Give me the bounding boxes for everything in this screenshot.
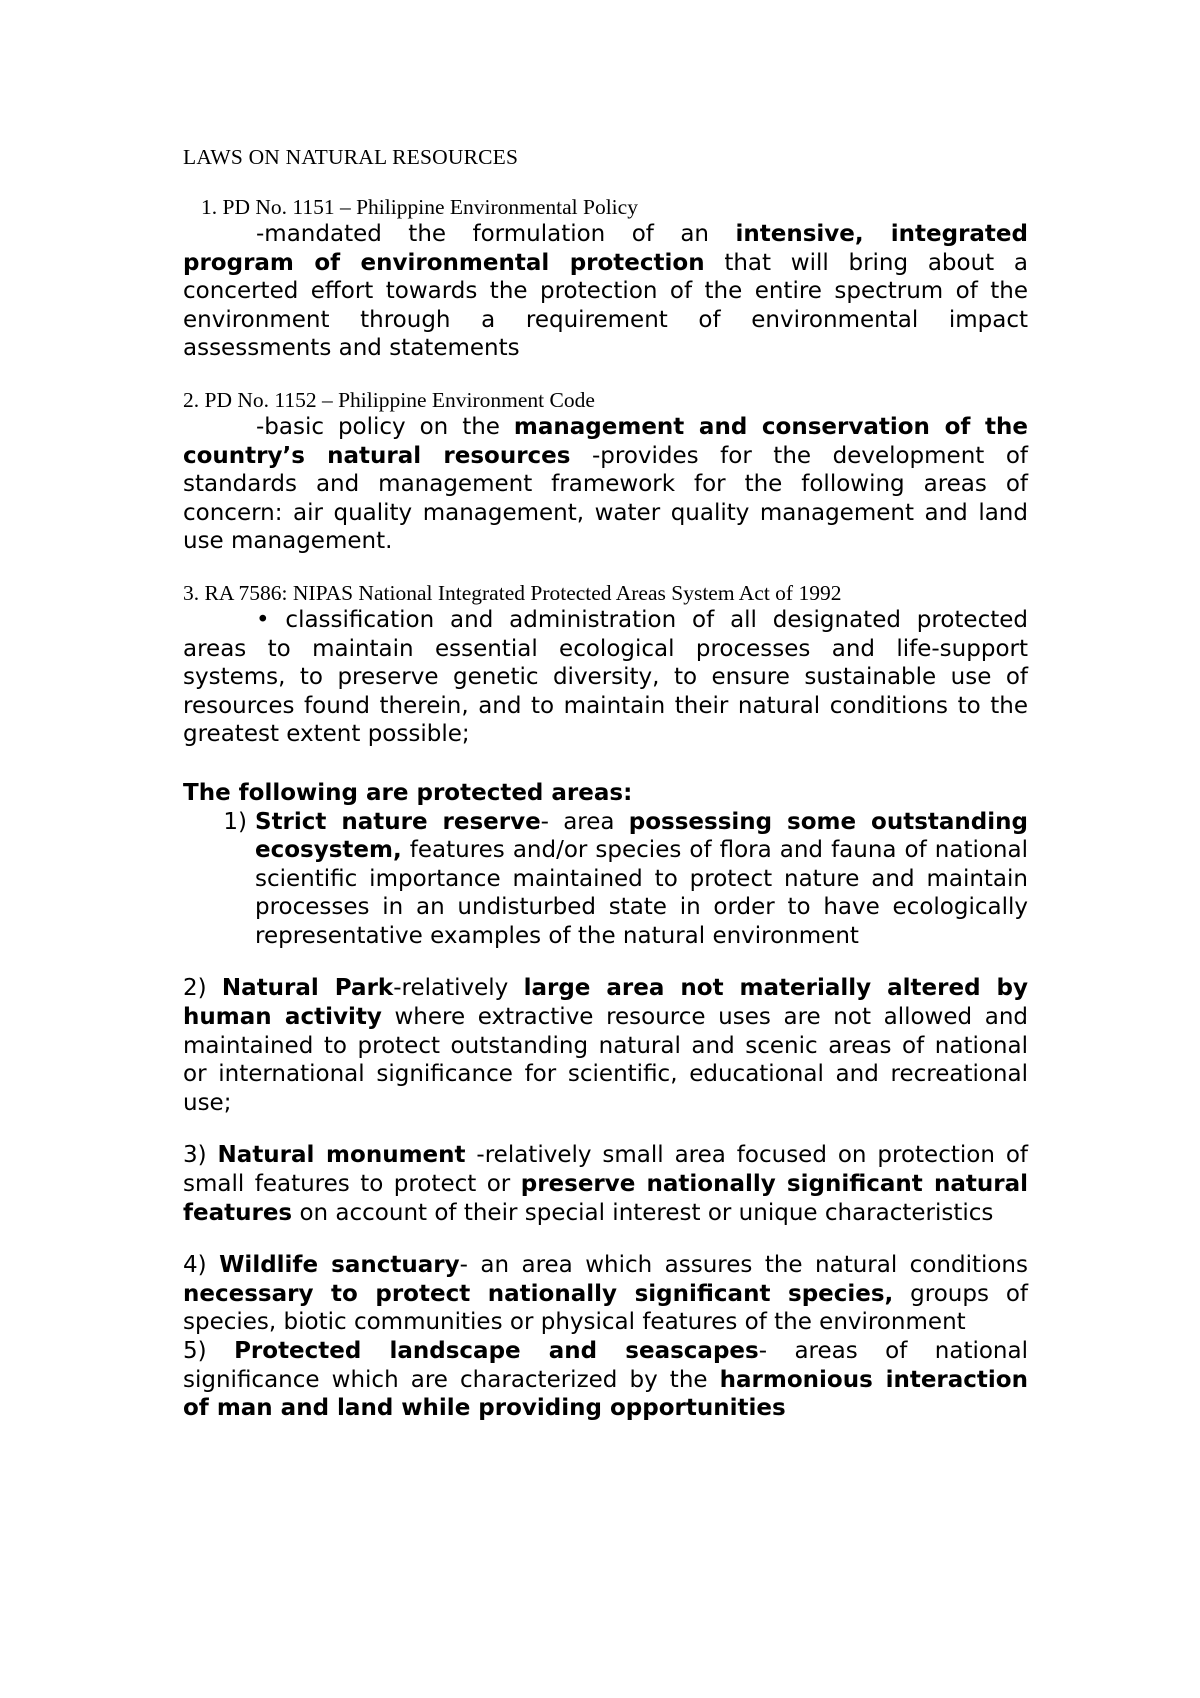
law-2-description — [183, 413, 1028, 556]
protected-areas-title: The following are protected areas: — [183, 779, 633, 806]
law-1-heading: 1. PD No. 1151 – Philippine Environmental Policy — [201, 195, 638, 219]
law-1-text-b: that will bring about a concerted effort towards the protection of the entire spectrum of the environment through a requirement of environmental impact assessments and statements — [183, 249, 1029, 362]
protected-area-item-1 — [183, 808, 1028, 951]
item-3-bold-a: Natural monument — [217, 1142, 466, 1169]
item-1-text-a: - area — [540, 808, 629, 835]
law-2-heading: 2. PD No. 1152 – Philippine Environment Code — [183, 387, 595, 412]
law-3-text-a: classification and administration of all designated protected areas to maintain essential ecological processes and life-support systems, to preserve genetic diversity, to ensure sustainable use of resources found therein, and to maintain their natural conditions to the greatest extent possible; — [183, 606, 1028, 748]
law-2-text-a: -basic policy on the — [256, 413, 514, 440]
item-2-text-a: -relatively — [393, 975, 524, 1002]
item-4-text-b: groups of species, biotic communities or physical features of the environment — [183, 1280, 1029, 1336]
law-1-text-a: -mandated the formulation of an — [256, 221, 736, 247]
item-5-number: 5) — [183, 1338, 207, 1364]
item-3-number: 3) — [183, 1142, 207, 1169]
item-1-text-b: features and/or species of flora and fauna of national scientific importance maintained to protect nature and maintain processes in an undisturbed state in order to have ecologically representative examples of the natural environment — [255, 837, 1028, 949]
document-title: LAWS ON NATURAL RESOURCES — [183, 145, 519, 169]
protected-area-item-2 — [183, 974, 1028, 1117]
law-3-heading: 3. RA 7586: NIPAS National Integrated Protected Areas System Act of 1992 — [183, 580, 842, 605]
law-3-description — [183, 606, 1028, 749]
item-3-text-b: on account of their special interest or unique characteristics — [292, 1199, 994, 1226]
item-5-bold-a: Protected landscape and seascapes — [234, 1338, 759, 1364]
item-4-number: 4) — [183, 1252, 207, 1279]
item-4-bold-b: necessary to protect nationally significant species, — [183, 1280, 894, 1307]
item-2-text-b: where extractive resource uses are not allowed and maintained to protect outstanding natural and scenic areas of national or international significance for scientific, educational and recreational use; — [183, 1004, 1028, 1116]
item-3-bold-b: preserve nationally significant natural features — [183, 1171, 1028, 1226]
item-5-text-a: - areas of national significance which are characterized by the — [183, 1338, 1028, 1393]
item-2-bold-b: large area not materially altered by human activity — [183, 975, 1029, 1031]
item-2-number: 2) — [183, 975, 207, 1002]
protected-area-item-4 — [183, 1251, 1028, 1337]
item-1-bold-b: possessing some outstanding ecosystem, — [255, 808, 1028, 864]
law-2-text-b: -provides for the development of standards and management framework for the following areas of concern: air quality management, water quality management and land use management. — [183, 442, 1028, 555]
law-1-bold-a: intensive, integrated program of environmental protection — [183, 221, 1028, 276]
item-1-bold-a: Strict nature reserve — [255, 808, 541, 835]
law-1-description — [183, 220, 1028, 363]
item-3-text-a: -relatively small area focused on protection of small features to protect or — [183, 1142, 1028, 1198]
item-2-bold-a: Natural Park — [221, 975, 394, 1002]
bullet-icon: • — [256, 606, 270, 633]
document-body — [183, 144, 1028, 1423]
protected-area-item-5 — [183, 1337, 1028, 1423]
protected-area-item-3 — [183, 1141, 1028, 1227]
item-5-bold-b: harmonious interaction of man and land while providing opportunities — [183, 1366, 1028, 1422]
item-1-number: 1) — [223, 808, 247, 835]
item-4-text-a: - an area which assures the natural conditions — [459, 1252, 1028, 1279]
law-2-bold-a: management and conservation of the country’s natural resources — [183, 413, 1028, 469]
item-4-bold-a: Wildlife sanctuary — [219, 1252, 460, 1279]
item-1-text — [255, 808, 1028, 951]
